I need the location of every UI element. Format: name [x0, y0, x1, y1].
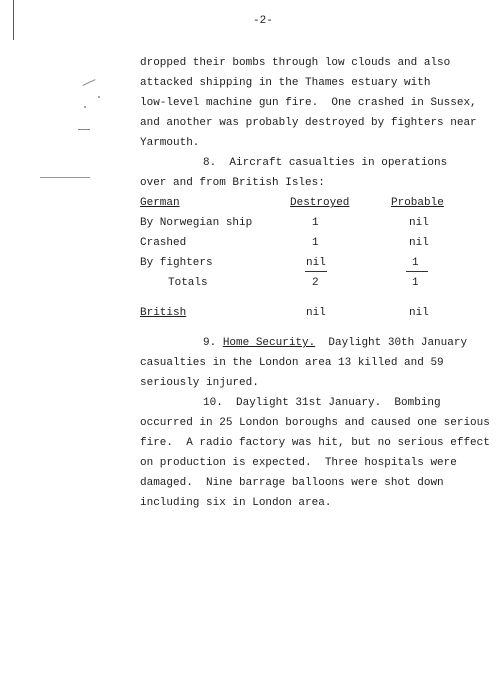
table-cell-destroyed: 1 [312, 217, 319, 229]
para10-line: 10. Daylight 31st January. Bombing [203, 397, 441, 409]
totals-label: Totals [168, 277, 208, 289]
para8-line: over and from British Isles: [140, 177, 325, 189]
para9-line: seriously injured. [140, 377, 259, 389]
para9-line [203, 336, 467, 350]
left-edge-line [13, 0, 14, 40]
text-line: Yarmouth. [140, 137, 200, 149]
para8-line: 8. Aircraft casualties in operations [203, 157, 448, 169]
para10-line: fire. A radio factory was hit, but no serious effect [140, 437, 490, 449]
text-line: low-level machine gun fire. One crashed in Sussex, [140, 97, 477, 109]
british-destroyed: nil [306, 307, 326, 319]
table-cell-destroyed: nil [306, 257, 326, 269]
british-label: British [140, 307, 187, 319]
british-probable: nil [409, 307, 429, 319]
table-cell-probable: nil [409, 217, 429, 229]
para10-line: damaged. Nine barrage balloons were shot down [140, 477, 444, 489]
sum-rule [305, 271, 327, 272]
table-header-german: German [140, 197, 180, 209]
margin-dot [98, 96, 100, 98]
text-line: dropped their bombs through low clouds and also [140, 57, 451, 69]
para10-line: including six in London area. [140, 497, 332, 509]
margin-mark [82, 79, 95, 86]
table-header-probable: Probable [391, 197, 444, 209]
table-cell-label: By fighters [140, 257, 213, 269]
margin-mark [78, 129, 90, 130]
para10-line: occurred in 25 London boroughs and caused one serious [140, 417, 490, 429]
table-cell-label: Crashed [140, 237, 187, 249]
text-line: and another was probably destroyed by fighters near [140, 117, 477, 129]
table-cell-probable: 1 [412, 257, 419, 269]
text-line: attacked shipping in the Thames estuary with [140, 77, 431, 89]
table-cell-destroyed: 1 [312, 237, 319, 249]
margin-mark [40, 177, 90, 178]
table-cell-probable: nil [409, 237, 429, 249]
para9-text: Daylight 30th January [315, 337, 468, 349]
para10-line: on production is expected. Three hospitals were [140, 457, 457, 469]
para9-line: casualties in the London area 13 killed and 59 [140, 357, 444, 369]
sum-rule [406, 271, 428, 272]
table-cell-label: By Norwegian ship [140, 217, 253, 229]
margin-dot [84, 106, 86, 108]
para9-number: 9. [203, 337, 217, 349]
table-header-destroyed: Destroyed [290, 197, 350, 209]
totals-destroyed: 2 [312, 277, 319, 289]
home-security-heading: Home Security. [222, 337, 316, 349]
page-number: -2- [253, 15, 273, 27]
totals-probable: 1 [412, 277, 419, 289]
